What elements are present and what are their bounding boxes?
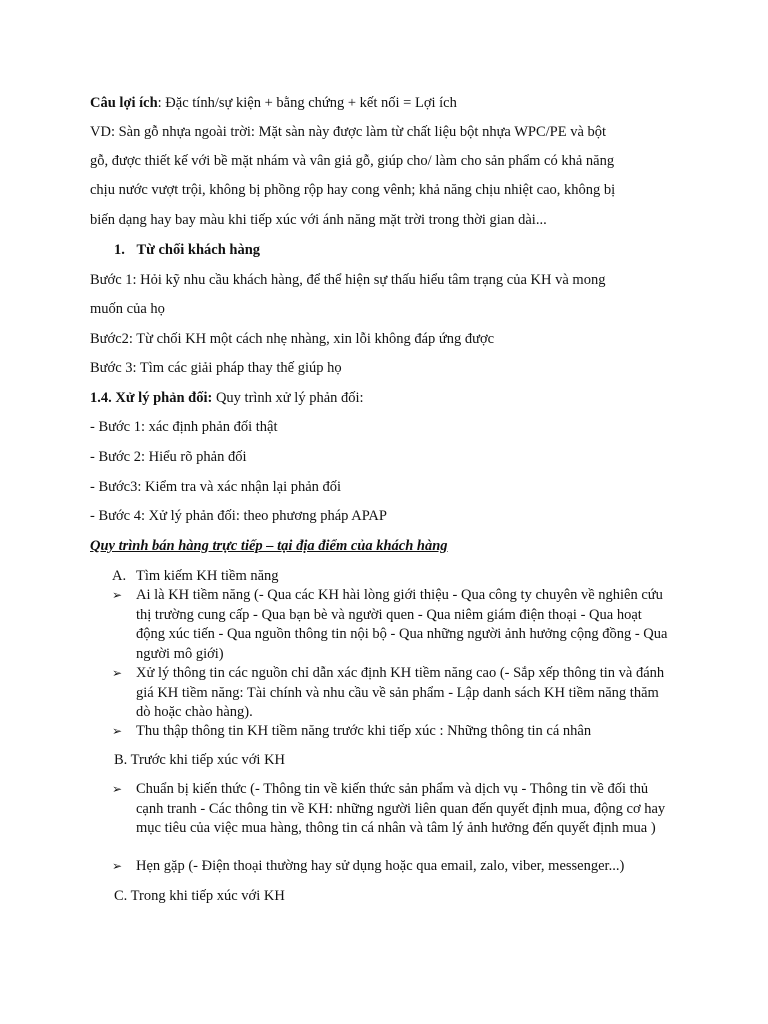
bullet-text: Hẹn gặp (- Điện thoại thường hay sử dụng hoặc qua email, zalo, viber, messenger...) <box>136 858 625 874</box>
section-b-heading: B. Trước khi tiếp xúc với KH <box>114 752 286 768</box>
arrowhead-bullet-icon: ➢ <box>112 588 123 602</box>
example-line: VD: Sàn gỗ nhựa ngoài trời: Mặt sàn này được làm từ chất liệu bột nhựa WPC/PE và bột <box>90 124 607 140</box>
benefit-label: Câu lợi ích <box>90 95 158 111</box>
arrowhead-bullet-icon: ➢ <box>112 666 123 680</box>
reject-step-line: Bước 1: Hỏi kỹ nhu cầu khách hàng, để thể hiện sự thấu hiểu tâm trạng của KH và mong <box>90 272 606 288</box>
objection-step: - Bước 4: Xử lý phản đối: theo phương pháp APAP <box>90 508 387 524</box>
section-c-heading: C. Trong khi tiếp xúc với KH <box>114 888 285 904</box>
bullet-item <box>112 780 672 839</box>
section-a-title: Tìm kiếm KH tiềm năng <box>136 568 279 584</box>
reject-step-line: Bước 3: Tìm các giải pháp thay thế giúp họ <box>90 360 342 376</box>
bullet-text: Ai là KH tiềm năng (- Qua các KH hài lòng giới thiệu - Qua công ty chuyên về nghiên cứu thị trường cung cấp - Qua bạn bè và người quen - Qua niêm giám điện thoại - Qua hoạt động xúc tiến - Qua nguồn thông tin nội bộ - Qua những người ảnh hưởng cộng đồng - Qua người mô giới) <box>136 587 668 662</box>
example-line: chịu nước vượt trội, không bị phồng rộp hay cong vênh; khả năng chịu nhiệt cao, không bị <box>90 182 616 198</box>
arrowhead-bullet-icon: ➢ <box>112 859 123 873</box>
section-a <box>112 567 672 587</box>
bullet-item <box>112 586 672 664</box>
bullet-text: Chuẩn bị kiến thức (- Thông tin về kiến thức sản phẩm và dịch vụ - Thông tin về đối thủ cạnh tranh - Các thông tin về KH: những người liên quan đến quyết định mua, động cơ hay mục tiêu của việc mua hàng, thông tin cá nhân và tâm lý ảnh hưởng đến quyết định mua ) <box>136 781 666 836</box>
bullet-text: Thu thập thông tin KH tiềm năng trước khi tiếp xúc : Những thông tin cá nhân <box>136 723 592 739</box>
bullet-item <box>112 664 672 723</box>
reject-step-line: muốn của họ <box>90 301 165 317</box>
objection-label: 1.4. Xử lý phản đối: <box>90 390 213 406</box>
bullet-text: Xử lý thông tin các nguồn chỉ dẫn xác định KH tiềm năng cao (- Sắp xếp thông tin và đánh giá KH tiềm năng: Tài chính và nhu cầu về sản phẩm - Lập danh sách KH tiềm năng thăm dò hoặc chào hàng). <box>136 665 665 720</box>
section-title: Từ chối khách hàng <box>136 242 261 258</box>
objection-intro: Quy trình xử lý phản đối: <box>212 390 364 406</box>
example-line: gỗ, được thiết kế với bề mặt nhám và vân giả gỗ, giúp cho/ làm cho sản phẩm có khả năng <box>90 153 615 169</box>
arrowhead-bullet-icon: ➢ <box>112 782 123 796</box>
arrowhead-bullet-icon: ➢ <box>112 724 123 738</box>
objection-heading <box>90 389 364 407</box>
benefit-formula: : Đặc tính/sự kiện + bằng chứng + kết nối = Lợi ích <box>157 95 457 111</box>
objection-step: - Bước 1: xác định phản đối thật <box>90 419 278 435</box>
objection-step: - Bước 2: Hiểu rõ phản đối <box>90 449 247 465</box>
objection-step: - Bước3: Kiểm tra và xác nhận lại phản đối <box>90 479 342 495</box>
bullet-item <box>112 722 672 742</box>
bullet-item <box>112 857 672 877</box>
section-number: 1. <box>114 242 125 258</box>
example-line: biến dạng hay bay màu khi tiếp xúc với ánh năng mặt trời trong thời gian dài... <box>90 212 547 228</box>
section-heading-reject <box>114 241 260 259</box>
process-title: Quy trình bán hàng trực tiếp – tại địa điểm của khách hàng <box>90 538 448 554</box>
reject-step-line: Bước2: Từ chối KH một cách nhẹ nhàng, xin lỗi không đáp ứng được <box>90 331 495 347</box>
section-a-marker: A. <box>112 568 127 584</box>
benefit-statement <box>90 94 457 112</box>
